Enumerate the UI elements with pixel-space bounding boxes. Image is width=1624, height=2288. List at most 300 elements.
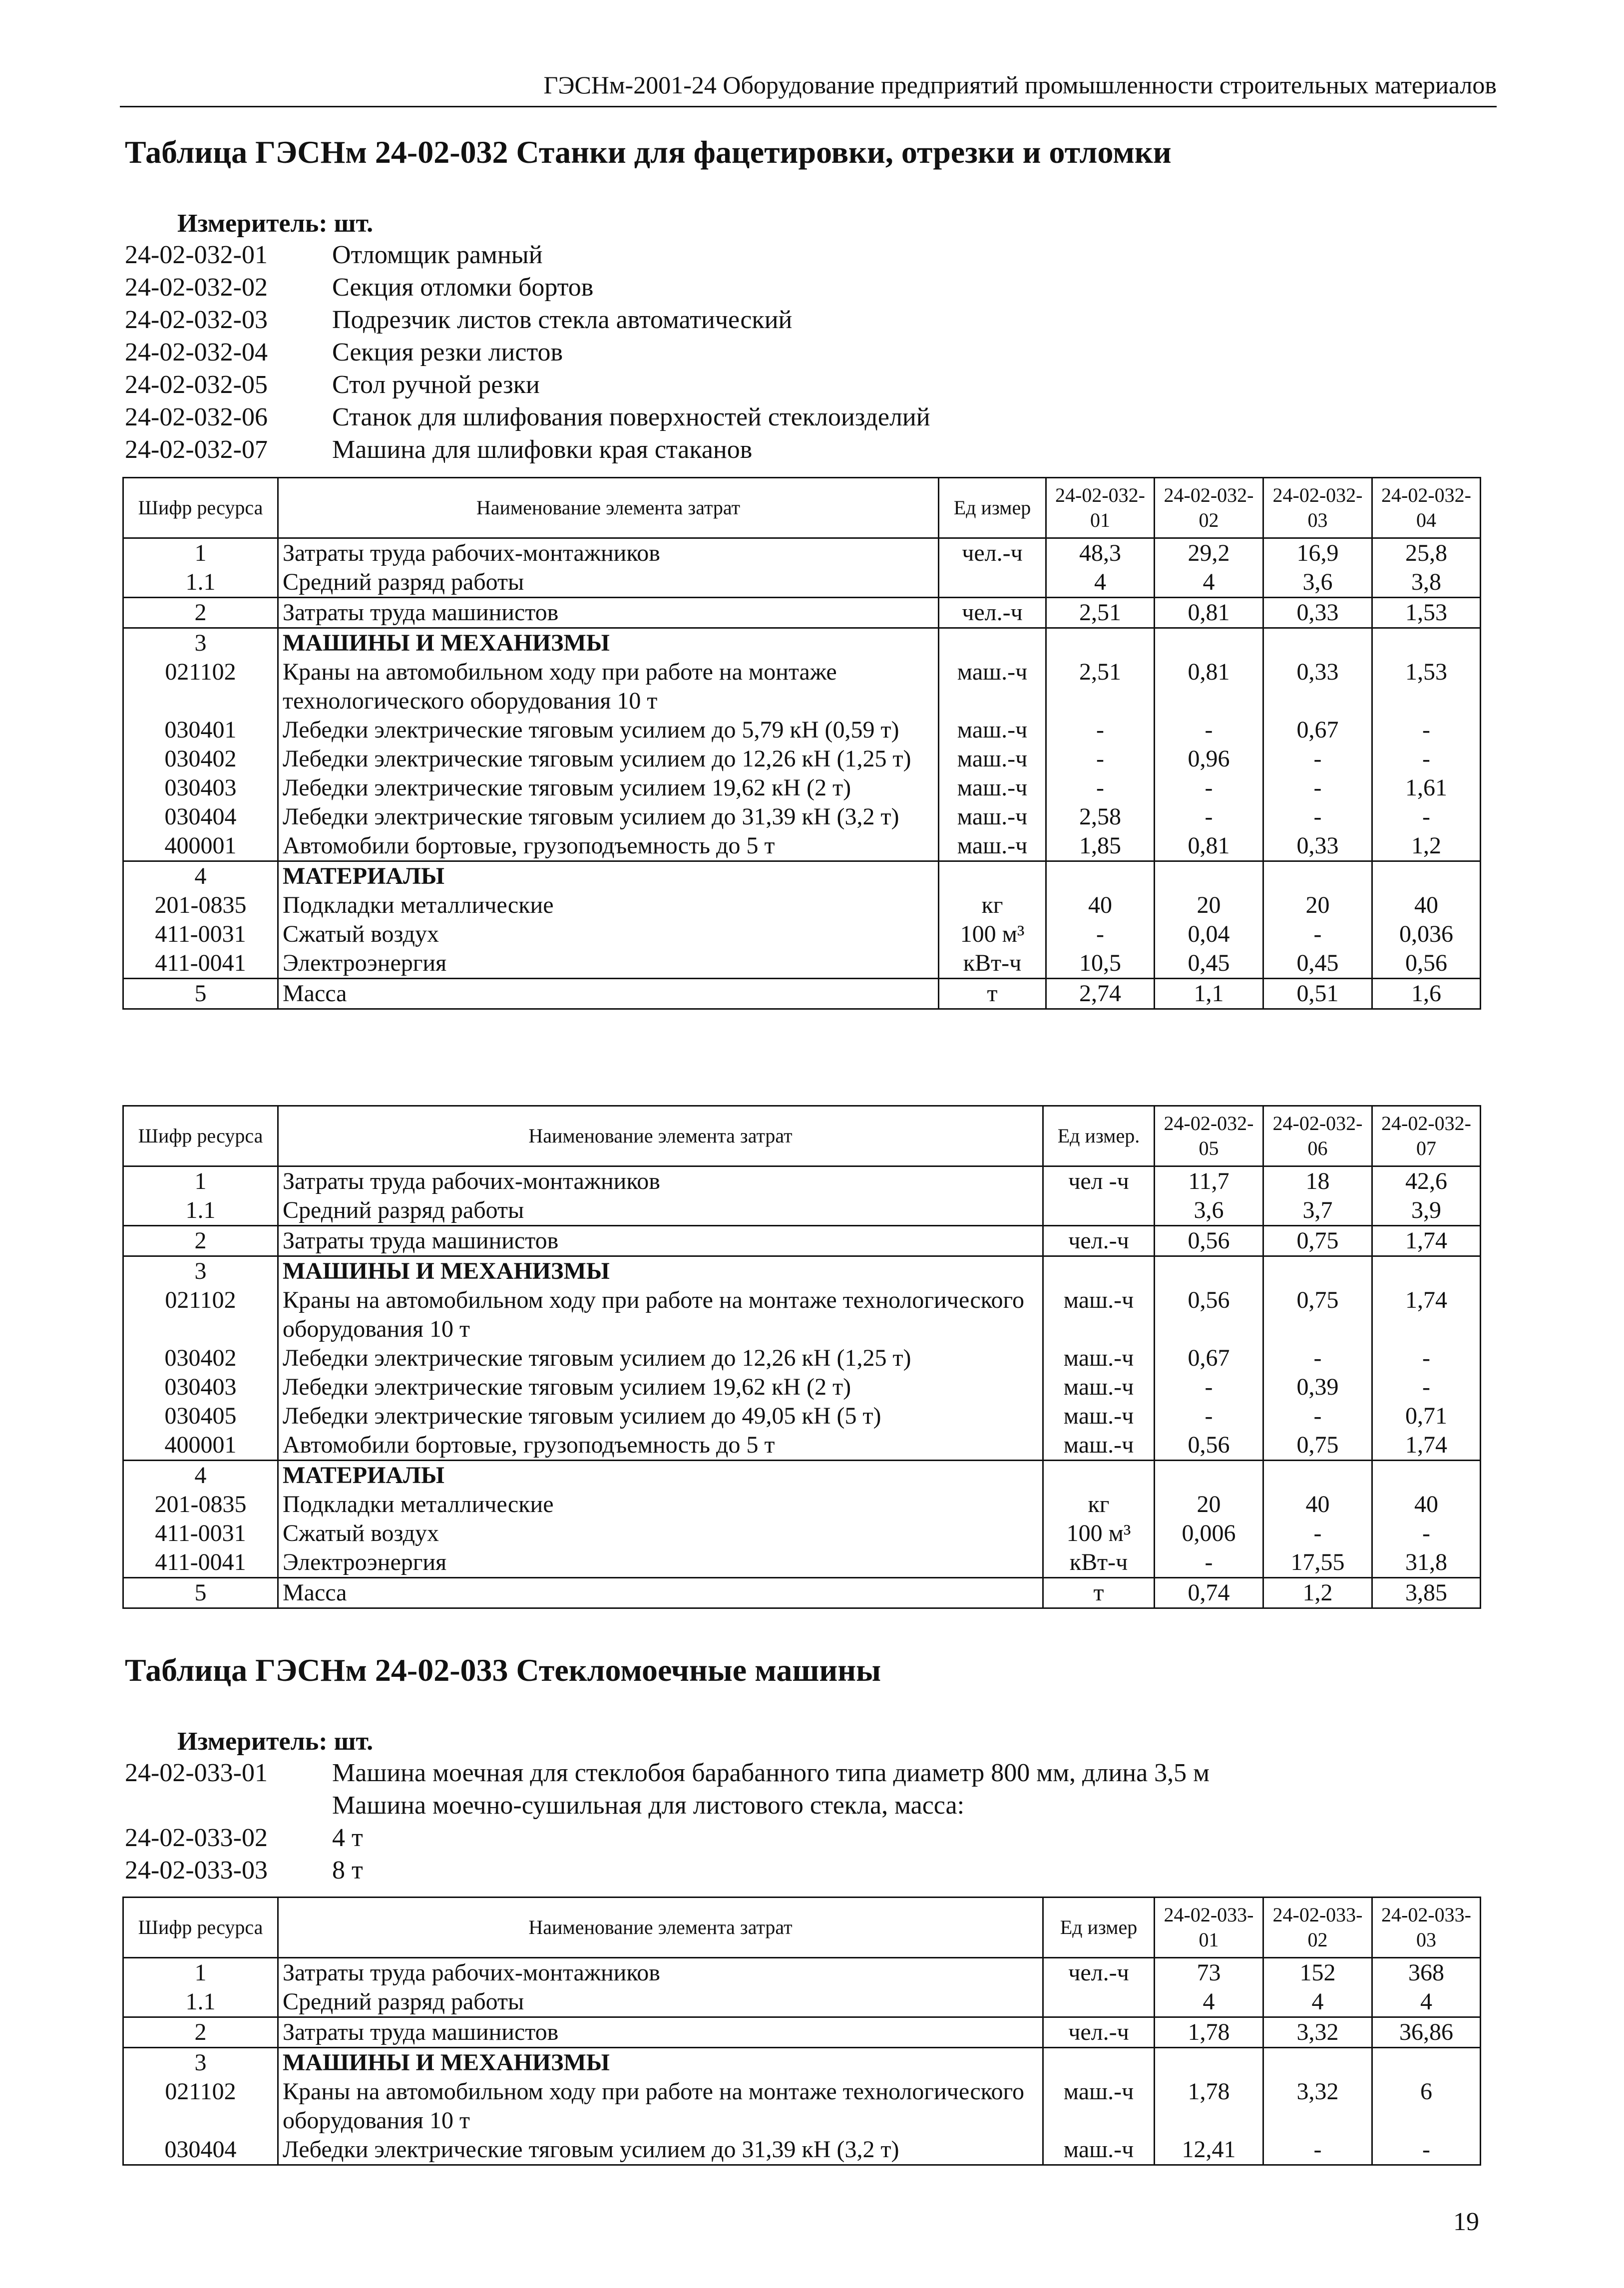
cost-element-name: Средний разряд работы [278, 568, 939, 598]
cost-element-name: Затраты труда рабочих-монтажников [278, 538, 939, 568]
value-cell: - [1155, 716, 1263, 745]
resource-code: 030404 [123, 2135, 278, 2165]
value-cell: 1,78 [1155, 2077, 1263, 2135]
table-row [123, 1166, 1481, 1196]
value-cell [1263, 861, 1372, 891]
table-row [123, 628, 1481, 658]
table2-part-a [122, 1897, 1481, 2166]
table-row [123, 1490, 1481, 1519]
value-cell: 0,39 [1263, 1373, 1372, 1402]
resource-code: 030403 [123, 773, 278, 802]
unit-cell: маш.-ч [939, 716, 1046, 745]
value-cell [1263, 628, 1372, 658]
unit-cell: маш.-ч [939, 831, 1046, 861]
value-cell: 0,56 [1155, 1286, 1263, 1344]
value-cell: 20 [1263, 891, 1372, 920]
column-header: 24-02-032-02 [1155, 478, 1263, 538]
value-cell: 17,55 [1263, 1548, 1372, 1578]
table-row [123, 920, 1481, 949]
table-row [123, 1519, 1481, 1548]
cost-element-name: Лебедки электрические тяговым усилием до 5,79 кН (0,59 т) [278, 716, 939, 745]
item-row [125, 239, 930, 271]
value-cell: 1,1 [1155, 979, 1263, 1009]
item-code: 24-02-032-01 [125, 241, 268, 269]
value-cell: 0,75 [1263, 1286, 1372, 1344]
unit-cell: кг [1043, 1490, 1155, 1519]
table-row [123, 598, 1481, 628]
table-row [123, 1987, 1481, 2017]
item-code: 24-02-032-04 [125, 338, 268, 367]
table-row [123, 773, 1481, 802]
value-cell: 20 [1155, 1490, 1263, 1519]
value-cell: - [1155, 773, 1263, 802]
column-header: 24-02-032-06 [1263, 1106, 1372, 1166]
value-cell: 152 [1263, 1958, 1372, 1988]
resource-code: 4 [123, 1461, 278, 1491]
column-header: 24-02-032-01 [1046, 478, 1155, 538]
column-header: Наименование элемента затрат [278, 478, 939, 538]
value-cell: 3,32 [1263, 2017, 1372, 2048]
value-cell: 3,9 [1372, 1196, 1481, 1226]
cost-element-name: Лебедки электрические тяговым усилием 19,62 кН (2 т) [278, 773, 939, 802]
column-header: 24-02-033-02 [1263, 1898, 1372, 1958]
table1-items [125, 239, 930, 466]
value-cell: 40 [1263, 1490, 1372, 1519]
table-row [123, 1344, 1481, 1373]
cost-element-name: Лебедки электрические тяговым усилием до 12,26 кН (1,25 т) [278, 745, 939, 773]
table-row [123, 2017, 1481, 2048]
cost-element-name: Краны на автомобильном ходу при работе на монтаже технологического оборудования 10 т [278, 2077, 1043, 2135]
value-cell: 0,71 [1372, 1402, 1481, 1431]
column-header: 24-02-032-04 [1372, 478, 1481, 538]
table-row [123, 1226, 1481, 1256]
value-cell: 4 [1155, 1987, 1263, 2017]
resource-code: 411-0041 [123, 1548, 278, 1578]
value-cell [1263, 1256, 1372, 1286]
column-header: 24-02-033-01 [1155, 1898, 1263, 1958]
value-cell: - [1372, 1519, 1481, 1548]
table-row [123, 831, 1481, 861]
table-row [123, 979, 1481, 1009]
value-cell [1155, 1256, 1263, 1286]
value-cell: 4 [1372, 1987, 1481, 2017]
table-row [123, 1286, 1481, 1344]
cost-element-name: Затраты труда машинистов [278, 1226, 1043, 1256]
value-cell: 1,74 [1372, 1226, 1481, 1256]
column-header: Шифр ресурса [123, 1106, 278, 1166]
cost-element-name: Лебедки электрические тяговым усилием до 49,05 кН (5 т) [278, 1402, 1043, 1431]
item-code: 24-02-032-07 [125, 435, 268, 464]
column-header: Ед измер. [1043, 1106, 1155, 1166]
value-cell: 0,81 [1155, 658, 1263, 716]
item-name: Машина моечная для стеклобоя барабанного типа диаметр 800 мм, длина 3,5 м [332, 1759, 1210, 1787]
value-cell: - [1046, 920, 1155, 949]
table-row [123, 658, 1481, 716]
value-cell: - [1263, 2135, 1372, 2165]
table2-title: Таблица ГЭСНм 24-02-033 Стекломоечные машины [125, 1652, 881, 1688]
value-cell: - [1372, 745, 1481, 773]
resource-code: 030402 [123, 745, 278, 773]
table-row [123, 802, 1481, 831]
value-cell: 48,3 [1046, 538, 1155, 568]
cost-element-name: Сжатый воздух [278, 1519, 1043, 1548]
item-row [125, 1854, 1210, 1887]
unit-cell [1043, 1461, 1155, 1491]
value-cell: - [1263, 920, 1372, 949]
item-name: Секция отломки бортов [332, 273, 594, 302]
column-header: 24-02-032-05 [1155, 1106, 1263, 1166]
table-row [123, 1958, 1481, 1988]
table2-items [125, 1757, 1210, 1887]
unit-cell: маш.-ч [939, 773, 1046, 802]
item-name: Стол ручной резки [332, 371, 540, 399]
value-cell [1046, 861, 1155, 891]
value-cell: 3,7 [1263, 1196, 1372, 1226]
table-header-row [123, 478, 1481, 538]
table1-measure: Измеритель: шт. [177, 209, 374, 238]
table-row [123, 2048, 1481, 2078]
value-cell: 1,78 [1155, 2017, 1263, 2048]
table-row [123, 1431, 1481, 1461]
unit-cell: кВт-ч [939, 949, 1046, 979]
resource-code: 5 [123, 979, 278, 1009]
resource-code: 411-0031 [123, 920, 278, 949]
value-cell: 1,2 [1372, 831, 1481, 861]
table-header-row [123, 1106, 1481, 1166]
value-cell: 73 [1155, 1958, 1263, 1988]
value-cell [1372, 1256, 1481, 1286]
cost-element-name: Масса [278, 979, 939, 1009]
value-cell: 40 [1046, 891, 1155, 920]
item-row [125, 271, 930, 304]
value-cell: 0,45 [1263, 949, 1372, 979]
cost-element-name: Электроэнергия [278, 1548, 1043, 1578]
value-cell: - [1046, 773, 1155, 802]
value-cell [1372, 861, 1481, 891]
resource-code: 411-0031 [123, 1519, 278, 1548]
value-cell: - [1046, 745, 1155, 773]
resource-code: 030402 [123, 1344, 278, 1373]
cost-element-name: МАШИНЫ И МЕХАНИЗМЫ [278, 628, 939, 658]
item-code: 24-02-032-03 [125, 306, 268, 334]
item-row [125, 1822, 1210, 1854]
item-name: 4 т [332, 1824, 363, 1852]
item-name: Станок для шлифования поверхностей стеклоизделий [332, 403, 930, 431]
resource-code: 400001 [123, 1431, 278, 1461]
header-rule [120, 106, 1497, 107]
unit-cell: чел -ч [1043, 1166, 1155, 1196]
item-name: Секция резки листов [332, 338, 563, 367]
item-name: Подрезчик листов стекла автоматический [332, 306, 793, 334]
resource-code: 021102 [123, 2077, 278, 2135]
value-cell: 0,56 [1372, 949, 1481, 979]
unit-cell: маш.-ч [1043, 1431, 1155, 1461]
value-cell: 1,6 [1372, 979, 1481, 1009]
item-row [125, 401, 930, 433]
resource-code: 400001 [123, 831, 278, 861]
cost-element-name: МАТЕРИАЛЫ [278, 1461, 1043, 1491]
value-cell: 0,51 [1263, 979, 1372, 1009]
unit-cell: чел.-ч [1043, 1226, 1155, 1256]
value-cell: 0,74 [1155, 1578, 1263, 1608]
value-cell: 3,8 [1372, 568, 1481, 598]
item-code: 24-02-032-06 [125, 403, 268, 431]
unit-cell: чел.-ч [1043, 2017, 1155, 2048]
page-number: 19 [1453, 2208, 1479, 2236]
column-header: 24-02-033-03 [1372, 1898, 1481, 1958]
table-row [123, 1256, 1481, 1286]
resource-code: 201-0835 [123, 1490, 278, 1519]
cost-element-name: Лебедки электрические тяговым усилием до 31,39 кН (3,2 т) [278, 802, 939, 831]
unit-cell: маш.-ч [1043, 1344, 1155, 1373]
unit-cell [939, 568, 1046, 598]
value-cell: 0,56 [1155, 1226, 1263, 1256]
table-row [123, 568, 1481, 598]
value-cell: 40 [1372, 1490, 1481, 1519]
value-cell [1263, 1461, 1372, 1491]
unit-cell: чел.-ч [939, 598, 1046, 628]
value-cell: 0,04 [1155, 920, 1263, 949]
resource-code: 1 [123, 1958, 278, 1988]
value-cell: 16,9 [1263, 538, 1372, 568]
resource-code: 3 [123, 1256, 278, 1286]
table-row [123, 949, 1481, 979]
resource-code: 1 [123, 1166, 278, 1196]
item-row [125, 1789, 1210, 1822]
item-row [125, 304, 930, 336]
table1-part-b [122, 1105, 1481, 1609]
unit-cell: маш.-ч [1043, 1402, 1155, 1431]
cost-element-name: Лебедки электрические тяговым усилием до 31,39 кН (3,2 т) [278, 2135, 1043, 2165]
cost-element-name: Затраты труда рабочих-монтажников [278, 1958, 1043, 1988]
value-cell: - [1155, 1373, 1263, 1402]
resource-code: 5 [123, 1578, 278, 1608]
resource-code: 1 [123, 538, 278, 568]
resource-code: 021102 [123, 658, 278, 716]
value-cell: 3,32 [1263, 2077, 1372, 2135]
table1-part-a [122, 477, 1481, 1010]
cost-element-name: МАШИНЫ И МЕХАНИЗМЫ [278, 2048, 1043, 2078]
item-name: Машина для шлифовки края стаканов [332, 435, 753, 464]
resource-code: 030403 [123, 1373, 278, 1402]
value-cell: 6 [1372, 2077, 1481, 2135]
value-cell [1155, 2048, 1263, 2078]
value-cell: 3,85 [1372, 1578, 1481, 1608]
item-name: Машина моечно-сушильная для листового стекла, масса: [332, 1791, 965, 1820]
resource-code: 030401 [123, 716, 278, 745]
cost-element-name: Краны на автомобильном ходу при работе на монтаже технологического оборудования 10 т [278, 658, 939, 716]
table-row [123, 1196, 1481, 1226]
value-cell: 0,56 [1155, 1431, 1263, 1461]
unit-cell: маш.-ч [1043, 1286, 1155, 1344]
value-cell [1155, 628, 1263, 658]
unit-cell [1043, 2048, 1155, 2078]
unit-cell: маш.-ч [939, 658, 1046, 716]
item-name: Отломщик рамный [332, 241, 543, 269]
value-cell [1046, 628, 1155, 658]
value-cell: 4 [1046, 568, 1155, 598]
value-cell: - [1046, 716, 1155, 745]
resource-code: 2 [123, 2017, 278, 2048]
item-code: 24-02-033-03 [125, 1856, 268, 1885]
resource-code: 201-0835 [123, 891, 278, 920]
cost-element-name: Затраты труда машинистов [278, 2017, 1043, 2048]
value-cell: 0,67 [1263, 716, 1372, 745]
column-header: Ед измер [939, 478, 1046, 538]
value-cell: 0,81 [1155, 831, 1263, 861]
cost-element-name: Подкладки металлические [278, 891, 939, 920]
cost-element-name: Затраты труда машинистов [278, 598, 939, 628]
value-cell: 0,006 [1155, 1519, 1263, 1548]
value-cell: 40 [1372, 891, 1481, 920]
value-cell: 1,61 [1372, 773, 1481, 802]
unit-cell: чел.-ч [939, 538, 1046, 568]
value-cell: 18 [1263, 1166, 1372, 1196]
table-row [123, 2077, 1481, 2135]
unit-cell: маш.-ч [1043, 1373, 1155, 1402]
resource-code: 1.1 [123, 1987, 278, 2017]
resource-code: 4 [123, 861, 278, 891]
resource-code: 3 [123, 628, 278, 658]
table-row [123, 1461, 1481, 1491]
cost-element-name: Масса [278, 1578, 1043, 1608]
value-cell: - [1155, 802, 1263, 831]
resource-code: 030405 [123, 1402, 278, 1431]
unit-cell: 100 м³ [1043, 1519, 1155, 1548]
value-cell: 4 [1263, 1987, 1372, 2017]
table-row [123, 861, 1481, 891]
unit-cell: кг [939, 891, 1046, 920]
item-code: 24-02-032-05 [125, 371, 268, 399]
value-cell [1263, 2048, 1372, 2078]
resource-code: 2 [123, 1226, 278, 1256]
unit-cell: маш.-ч [939, 745, 1046, 773]
resource-code: 411-0041 [123, 949, 278, 979]
value-cell: - [1263, 1402, 1372, 1431]
value-cell [1155, 1461, 1263, 1491]
item-row [125, 1757, 1210, 1789]
column-header: Ед измер [1043, 1898, 1155, 1958]
cost-element-name: Электроэнергия [278, 949, 939, 979]
value-cell: 0,96 [1155, 745, 1263, 773]
table-row [123, 716, 1481, 745]
value-cell: - [1263, 773, 1372, 802]
value-cell: - [1372, 2135, 1481, 2165]
value-cell: - [1372, 1344, 1481, 1373]
unit-cell [939, 628, 1046, 658]
table-row [123, 1373, 1481, 1402]
item-code: 24-02-032-02 [125, 273, 268, 302]
value-cell [1372, 1461, 1481, 1491]
value-cell: 2,58 [1046, 802, 1155, 831]
cost-element-name: Затраты труда рабочих-монтажников [278, 1166, 1043, 1196]
value-cell: 12,41 [1155, 2135, 1263, 2165]
value-cell: 0,33 [1263, 658, 1372, 716]
value-cell: 20 [1155, 891, 1263, 920]
unit-cell [1043, 1256, 1155, 1286]
cost-element-name: Средний разряд работы [278, 1987, 1043, 2017]
value-cell: 0,67 [1155, 1344, 1263, 1373]
column-header: Наименование элемента затрат [278, 1106, 1043, 1166]
cost-element-name: Подкладки металлические [278, 1490, 1043, 1519]
resource-code: 030404 [123, 802, 278, 831]
value-cell: 31,8 [1372, 1548, 1481, 1578]
column-header: Шифр ресурса [123, 1898, 278, 1958]
table2-measure: Измеритель: шт. [177, 1727, 374, 1756]
table-row [123, 1578, 1481, 1608]
cost-element-name: Краны на автомобильном ходу при работе на монтаже технологического оборудования 10 т [278, 1286, 1043, 1344]
cost-element-name: Лебедки электрические тяговым усилием 19,62 кН (2 т) [278, 1373, 1043, 1402]
table-row [123, 891, 1481, 920]
value-cell: - [1155, 1402, 1263, 1431]
value-cell: 1,74 [1372, 1286, 1481, 1344]
value-cell: - [1263, 1519, 1372, 1548]
column-header: 24-02-032-07 [1372, 1106, 1481, 1166]
value-cell: 1,2 [1263, 1578, 1372, 1608]
value-cell: - [1372, 802, 1481, 831]
resource-code: 1.1 [123, 1196, 278, 1226]
unit-cell [939, 861, 1046, 891]
value-cell: 0,45 [1155, 949, 1263, 979]
table-row [123, 745, 1481, 773]
table-row [123, 538, 1481, 568]
cost-element-name: Средний разряд работы [278, 1196, 1043, 1226]
table-row [123, 1548, 1481, 1578]
value-cell: 1,53 [1372, 658, 1481, 716]
column-header: Наименование элемента затрат [278, 1898, 1043, 1958]
value-cell: 25,8 [1372, 538, 1481, 568]
column-header: Шифр ресурса [123, 478, 278, 538]
unit-cell: 100 м³ [939, 920, 1046, 949]
value-cell: 2,51 [1046, 598, 1155, 628]
value-cell: 0,81 [1155, 598, 1263, 628]
value-cell: 3,6 [1155, 1196, 1263, 1226]
value-cell: 42,6 [1372, 1166, 1481, 1196]
value-cell: 11,7 [1155, 1166, 1263, 1196]
cost-element-name: МАШИНЫ И МЕХАНИЗМЫ [278, 1256, 1043, 1286]
value-cell: 0,75 [1263, 1226, 1372, 1256]
unit-cell: маш.-ч [939, 802, 1046, 831]
value-cell [1372, 628, 1481, 658]
item-row [125, 369, 930, 401]
unit-cell: кВт-ч [1043, 1548, 1155, 1578]
item-name: 8 т [332, 1856, 363, 1885]
value-cell: 1,74 [1372, 1431, 1481, 1461]
cost-element-name: МАТЕРИАЛЫ [278, 861, 939, 891]
table-row [123, 2135, 1481, 2165]
value-cell: 4 [1155, 568, 1263, 598]
unit-cell: маш.-ч [1043, 2077, 1155, 2135]
unit-cell: чел.-ч [1043, 1958, 1155, 1988]
unit-cell: т [1043, 1578, 1155, 1608]
value-cell: 0,33 [1263, 598, 1372, 628]
item-row [125, 433, 930, 466]
cost-element-name: Автомобили бортовые, грузоподъемность до 5 т [278, 1431, 1043, 1461]
value-cell: 0,036 [1372, 920, 1481, 949]
value-cell [1155, 861, 1263, 891]
value-cell: 2,74 [1046, 979, 1155, 1009]
value-cell: - [1372, 716, 1481, 745]
unit-cell [1043, 1987, 1155, 2017]
cost-element-name: Сжатый воздух [278, 920, 939, 949]
value-cell: - [1155, 1548, 1263, 1578]
value-cell: 29,2 [1155, 538, 1263, 568]
unit-cell [1043, 1196, 1155, 1226]
value-cell: 1,53 [1372, 598, 1481, 628]
table-row [123, 1402, 1481, 1431]
column-header: 24-02-032-03 [1263, 478, 1372, 538]
value-cell: 368 [1372, 1958, 1481, 1988]
